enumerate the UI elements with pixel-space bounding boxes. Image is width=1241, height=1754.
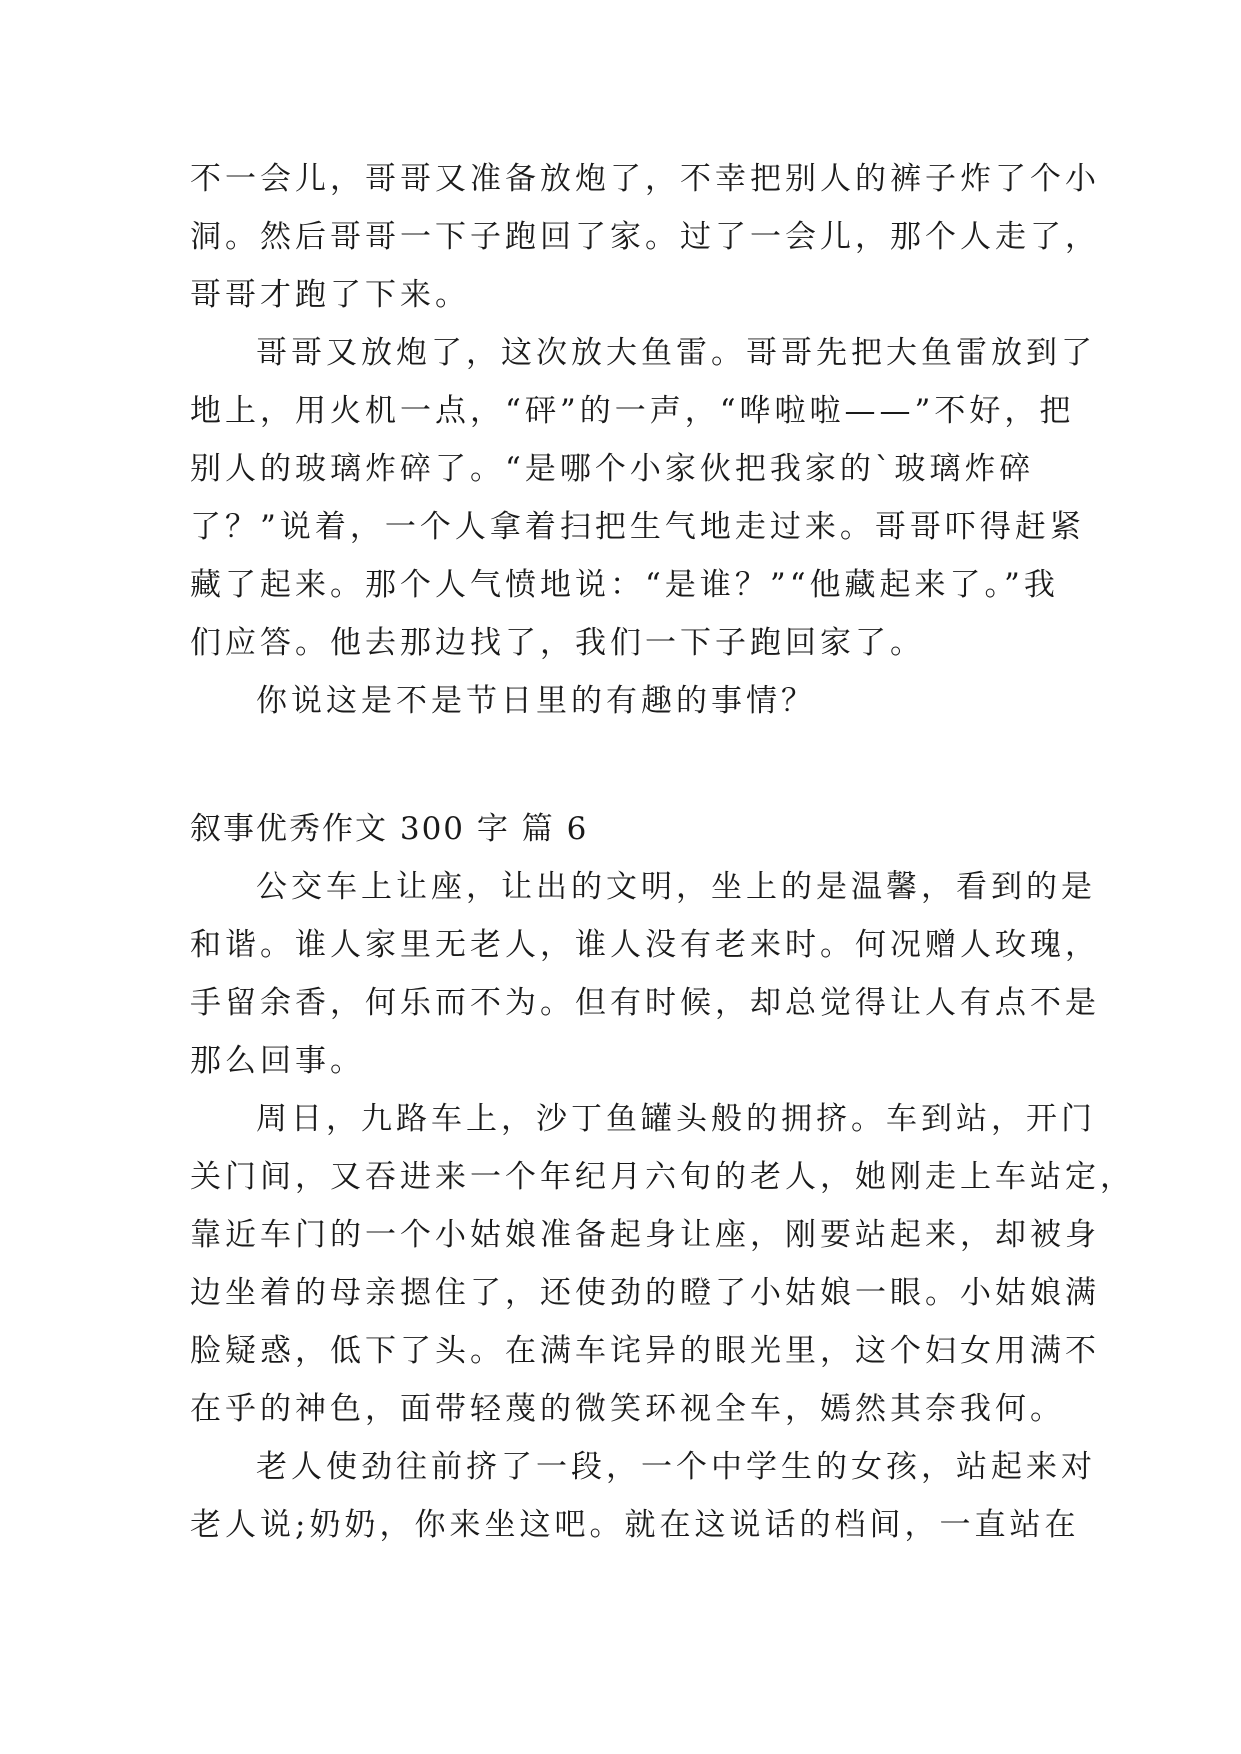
text-line: 们应答。他去那边找了，我们一下子跑回家了。 [190,625,925,661]
text-line: 别人的玻璃炸碎了。“是哪个小家伙把我家的`玻璃炸碎 [190,451,1035,487]
paragraph [190,150,1100,324]
text-line: 老人说;奶奶，你来坐这吧。就在这说话的档间，一直站在 [190,1507,1080,1543]
text-line: 和谐。谁人家里无老人，谁人没有老来时。何况赠人玫瑰， [190,927,1100,963]
paragraph [190,324,1096,672]
text-line: 地上，用火机一点，“砰”的一声，“哗啦啦——”不好，把 [190,393,1075,429]
text-line: 不一会儿，哥哥又准备放炮了，不幸把别人的裤子炸了个小 [190,161,1100,197]
section-heading: 叙事优秀作文 300 字 篇 6 [190,811,589,847]
text-line: 那么回事。 [190,1043,365,1079]
text-line: 你说这是不是节日里的有趣的事情？ [256,683,816,719]
text-line: 边坐着的母亲摁住了，还使劲的瞪了小姑娘一眼。小姑娘满 [190,1275,1100,1311]
text-line: 公交车上让座，让出的文明，坐上的是温馨，看到的是 [256,869,1096,905]
text-line: 靠近车门的一个小姑娘准备起身让座，刚要站起来，却被身 [190,1217,1100,1253]
text-line: 了？”说着，一个人拿着扫把生气地走过来。哥哥吓得赶紧 [190,509,1085,545]
text-line: 洞。然后哥哥一下子跑回了家。过了一会儿，那个人走了， [190,219,1100,255]
text-line: 哥哥又放炮了，这次放大鱼雷。哥哥先把大鱼雷放到了 [256,335,1096,371]
text-line: 老人使劲往前挤了一段，一个中学生的女孩，站起来对 [256,1449,1096,1485]
text-line: 藏了起来。那个人气愤地说：“是谁？”“他藏起来了。”我 [190,567,1059,603]
paragraph [190,1090,1135,1438]
story-section-a [190,150,1100,730]
text-line: 脸疑惑，低下了头。在满车诧异的眼光里，这个妇女用满不 [190,1333,1100,1369]
text-line: 关门间，又吞进来一个年纪月六旬的老人，她刚走上车站定， [190,1159,1135,1195]
text-line: 手留余香，何乐而不为。但有时候，却总觉得让人有点不是 [190,985,1100,1021]
paragraph [190,672,1060,730]
text-line: 在乎的神色，面带轻蔑的微笑环视全车，嫣然其奈我何。 [190,1391,1065,1427]
story-section-b [190,858,1135,1554]
text-line: 周日，九路车上，沙丁鱼罐头般的拥挤。车到站，开门 [256,1101,1096,1137]
paragraph [190,1438,1096,1554]
paragraph [190,858,1100,1090]
text-line: 哥哥才跑了下来。 [190,277,470,313]
